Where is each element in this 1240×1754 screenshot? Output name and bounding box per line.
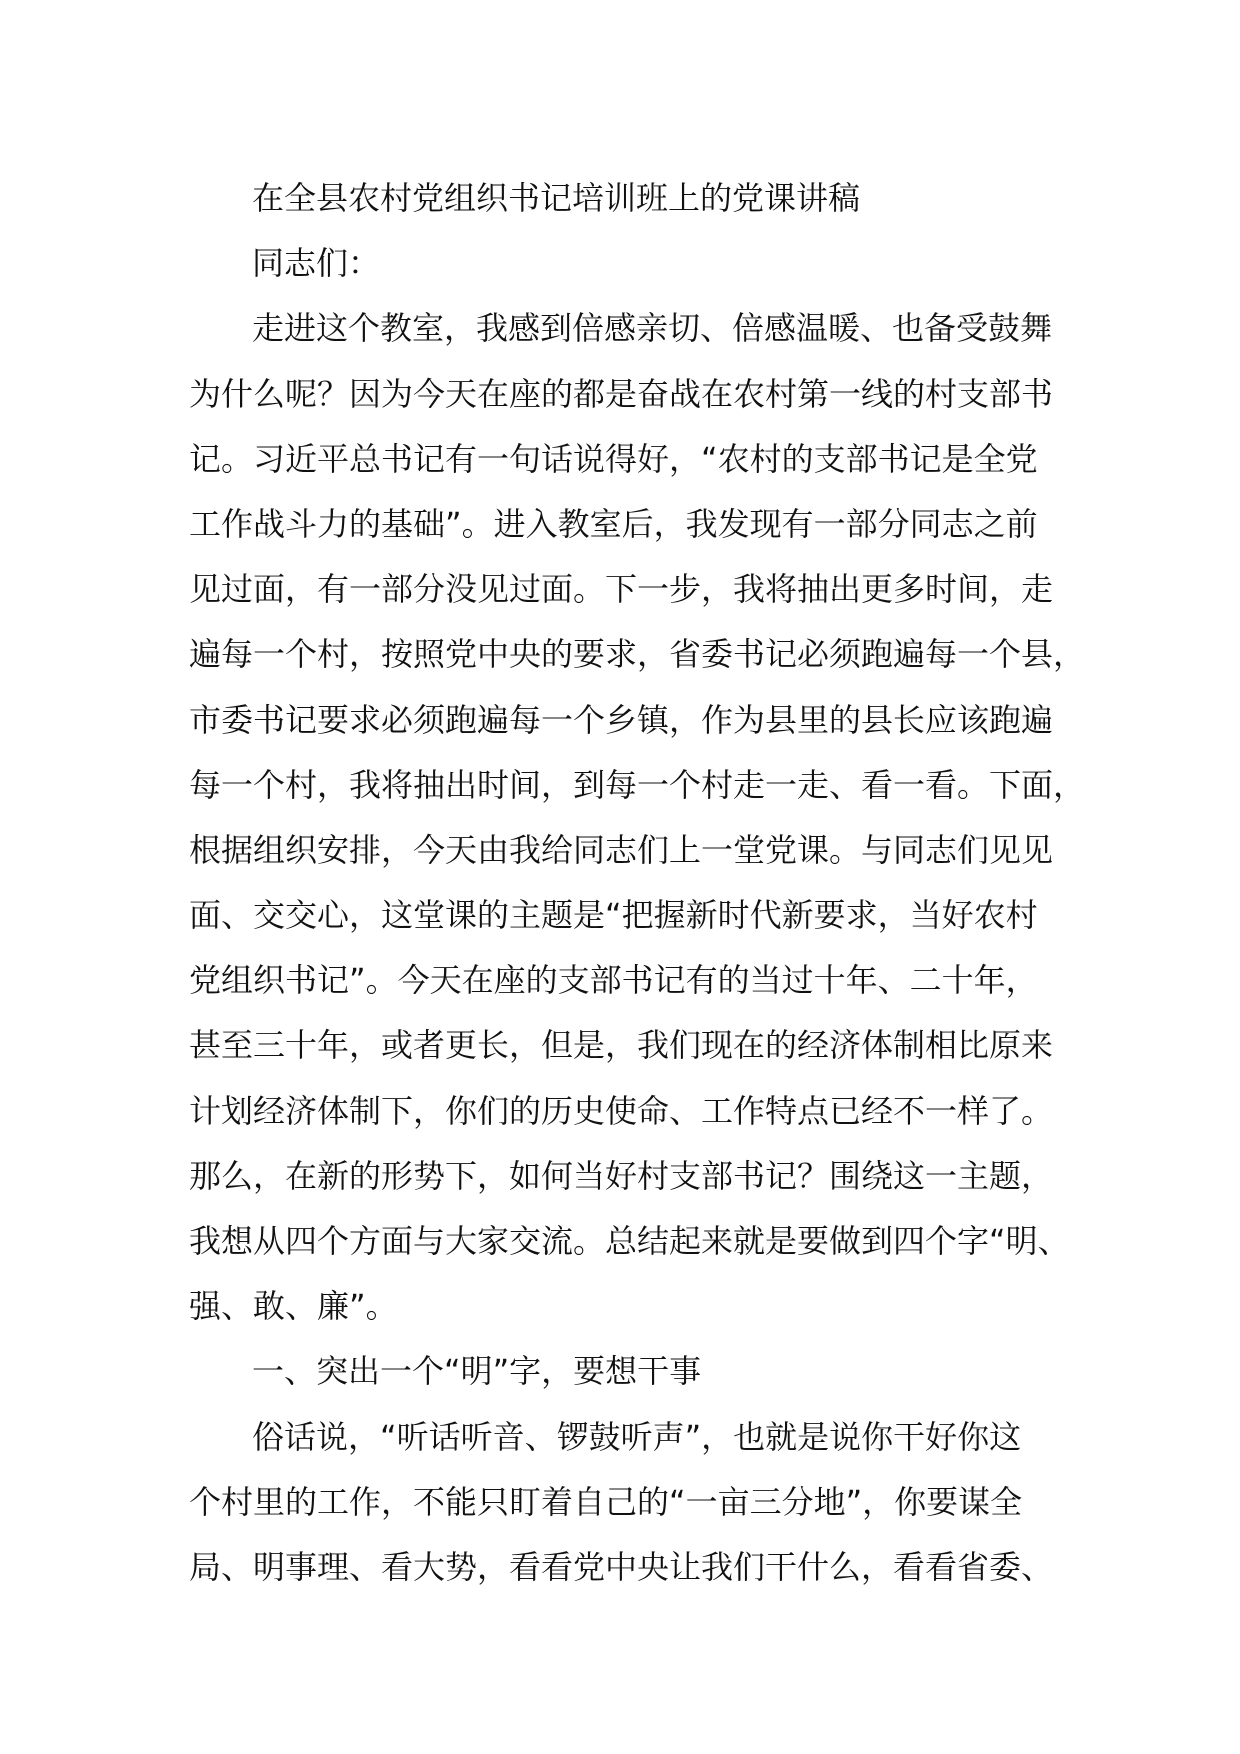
paragraph-line: 为什么呢？因为今天在座的都是奋战在农村第一线的村支部书 bbox=[189, 374, 1054, 413]
paragraph-line: 工作战斗力的基础”。进入教室后，我发现有一部分同志之前 bbox=[189, 504, 1038, 543]
paragraph-line: 市委书记要求必须跑遍每一个乡镇，作为县里的县长应该跑遍 bbox=[189, 700, 1054, 739]
paragraph-line: 计划经济体制下，你们的历史使命、工作特点已经不一样了。 bbox=[189, 1091, 1054, 1130]
paragraph-line: 见过面，有一部分没见过面。下一步，我将抽出更多时间，走 bbox=[189, 570, 1054, 609]
paragraph-line: 局、明事理、看大势，看看党中央让我们干什么，看看省委、 bbox=[189, 1547, 1054, 1586]
document-page bbox=[189, 166, 1189, 1600]
paragraph-line: 党组织书记”。今天在座的支部书记有的当过十年、二十年， bbox=[189, 961, 1038, 1000]
paragraph-line: 个村里的工作，不能只盯着自己的“一亩三分地”，你要谋全 bbox=[189, 1482, 1023, 1521]
paragraph-line: 那么，在新的形势下，如何当好村支部书记？围绕这一主题， bbox=[189, 1156, 1054, 1195]
paragraph-line: 强、敢、廉”。 bbox=[189, 1287, 398, 1326]
paragraph-line: 俗话说，“听话听音、锣鼓听声”，也就是说你干好你这 bbox=[252, 1417, 1022, 1456]
paragraph-line: 每一个村，我将抽出时间，到每一个村走一走、看一看。下面， bbox=[189, 765, 1086, 804]
document-title: 在全县农村党组织书记培训班上的党课讲稿 bbox=[252, 179, 861, 217]
paragraph-line: 遍每一个村，按照党中央的要求，省委书记必须跑遍每一个县， bbox=[189, 635, 1086, 674]
paragraph-line: 面、交交心，这堂课的主题是“把握新时代新要求，当好农村 bbox=[189, 896, 1038, 935]
paragraph-line: 根据组织安排，今天由我给同志们上一堂党课。与同志们见见 bbox=[189, 830, 1054, 869]
salutation: 同志们： bbox=[252, 244, 381, 283]
section-heading: 一、突出一个“明”字，要想干事 bbox=[252, 1352, 702, 1391]
paragraph-line: 记。习近平总书记有一句话说得好，“农村的支部书记是全党 bbox=[189, 439, 1038, 478]
paragraph-line: 走进这个教室，我感到倍感亲切、倍感温暖、也备受鼓舞 bbox=[252, 309, 1053, 348]
paragraph-1 bbox=[189, 296, 1189, 1339]
paragraph-line: 甚至三十年，或者更长，但是，我们现在的经济体制相比原来 bbox=[189, 1026, 1054, 1065]
paragraph-2 bbox=[189, 1405, 1189, 1601]
paragraph-line: 我想从四个方面与大家交流。总结起来就是要做到四个字“明、 bbox=[189, 1222, 1070, 1260]
